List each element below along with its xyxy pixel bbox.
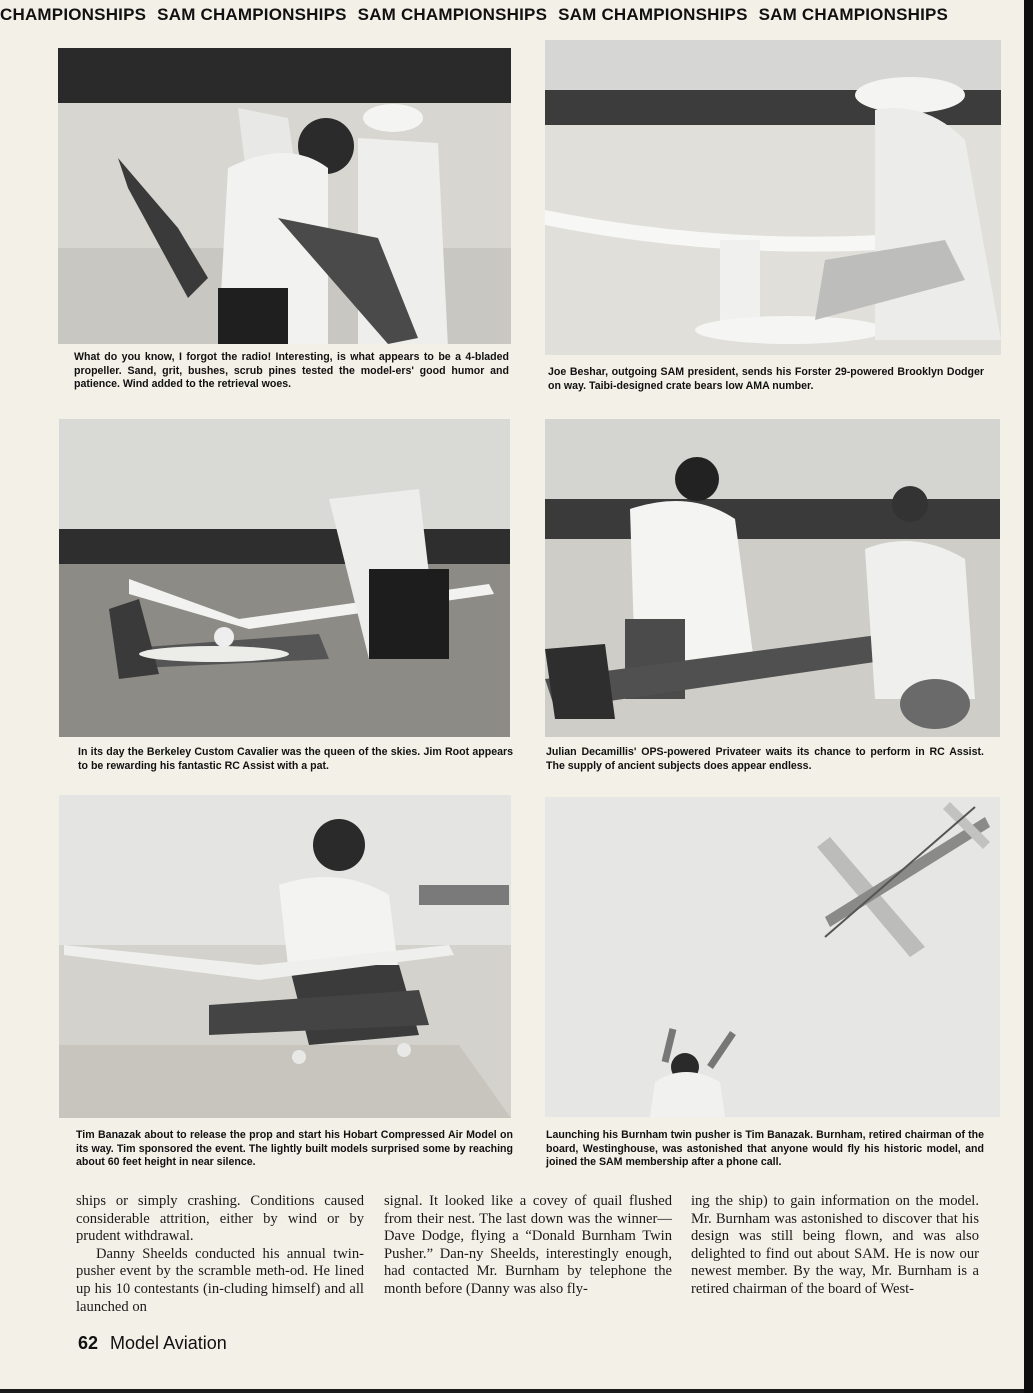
- banner-item: SAM CHAMPIONSHIPS: [157, 5, 347, 24]
- banner-item: SAM CHAMPIONSHIPS: [357, 5, 548, 24]
- photo-twin-pusher-launch: [545, 797, 1000, 1117]
- banner-item: SAM CHAMPIONSHIPS: [758, 5, 949, 24]
- page-number: 62: [78, 1333, 99, 1353]
- caption-privateer: Julian Decamillis' OPS-powered Privateer waits its chance to perform in RC Assist. The supply of ancient subjects does appear endless.: [546, 746, 984, 772]
- banner-item: CHAMPIONSHIPS: [0, 5, 147, 24]
- body-paragraph: Danny Sheelds conducted his annual twin-pusher event by the scramble meth-od. He lined up his 10 contestants (in-cluding himself) and all launched on: [76, 1245, 364, 1315]
- photo-forgot-radio: [58, 48, 511, 344]
- photo-hobart-air-model: [59, 795, 511, 1118]
- caption-forgot-radio: What do you know, I forgot the radio! Interesting, is what appears to be a 4-bladed propeller. Sand, grit, bushes, scrub pines tested the model-ers' good humor and patience. Wind added to the retrieval woes.: [74, 351, 509, 390]
- page-footer: [78, 1333, 227, 1357]
- body-paragraph: ing the ship) to gain information on the model. Mr. Burnham was astonished to discover that his design was still being flown, and was also delighted to find out about SAM. He is now our newest member. By the way, Mr. Burnham is a retired chairman of the board of West-: [691, 1193, 979, 1297]
- caption-twin-pusher-launch: Launching his Burnham twin pusher is Tim Banazak. Burnham, retired chairman of the board, Westinghouse, was astonished that anyone would fly his historic model, and joined the SAM membership after a phone call.: [546, 1129, 984, 1168]
- body-column-3: [691, 1193, 979, 1299]
- scan-edge: [1024, 0, 1033, 1393]
- photo-brooklyn-dodger: [545, 40, 1001, 355]
- photo-custom-cavalier: [59, 419, 510, 737]
- running-header-banner: [0, 5, 1024, 31]
- body-paragraph: signal. It looked like a covey of quail flushed from their nest. The last down was the winner—Dave Dodge, flying a “Donald Burnham Twin Pusher.” Dan-ny Sheelds, interestingly enough, had contacted Mr. Burnham by telephone the month before (Danny was also fly-: [384, 1193, 672, 1297]
- body-paragraph: ships or simply crashing. Conditions caused considerable attrition, either by wind or by prudent withdrawal.: [76, 1193, 364, 1245]
- body-column-1: [76, 1193, 364, 1316]
- caption-custom-cavalier: In its day the Berkeley Custom Cavalier was the queen of the skies. Jim Root appears to be rewarding his fantastic RC Assist with a pat.: [78, 746, 513, 772]
- body-column-2: [384, 1193, 672, 1299]
- photo-privateer: [545, 419, 1000, 737]
- banner-item: SAM CHAMPIONSHIPS: [558, 5, 748, 24]
- publication-name: Model Aviation: [110, 1333, 227, 1353]
- caption-hobart-air-model: Tim Banazak about to release the prop and start his Hobart Compressed Air Model on its way. Tim sponsored the event. The lightly built models surprised some by reaching about 60 feet height in near silence.: [76, 1129, 513, 1168]
- caption-brooklyn-dodger: Joe Beshar, outgoing SAM president, sends his Forster 29-powered Brooklyn Dodger on way. Taibi-designed crate bears low AMA number.: [548, 366, 984, 392]
